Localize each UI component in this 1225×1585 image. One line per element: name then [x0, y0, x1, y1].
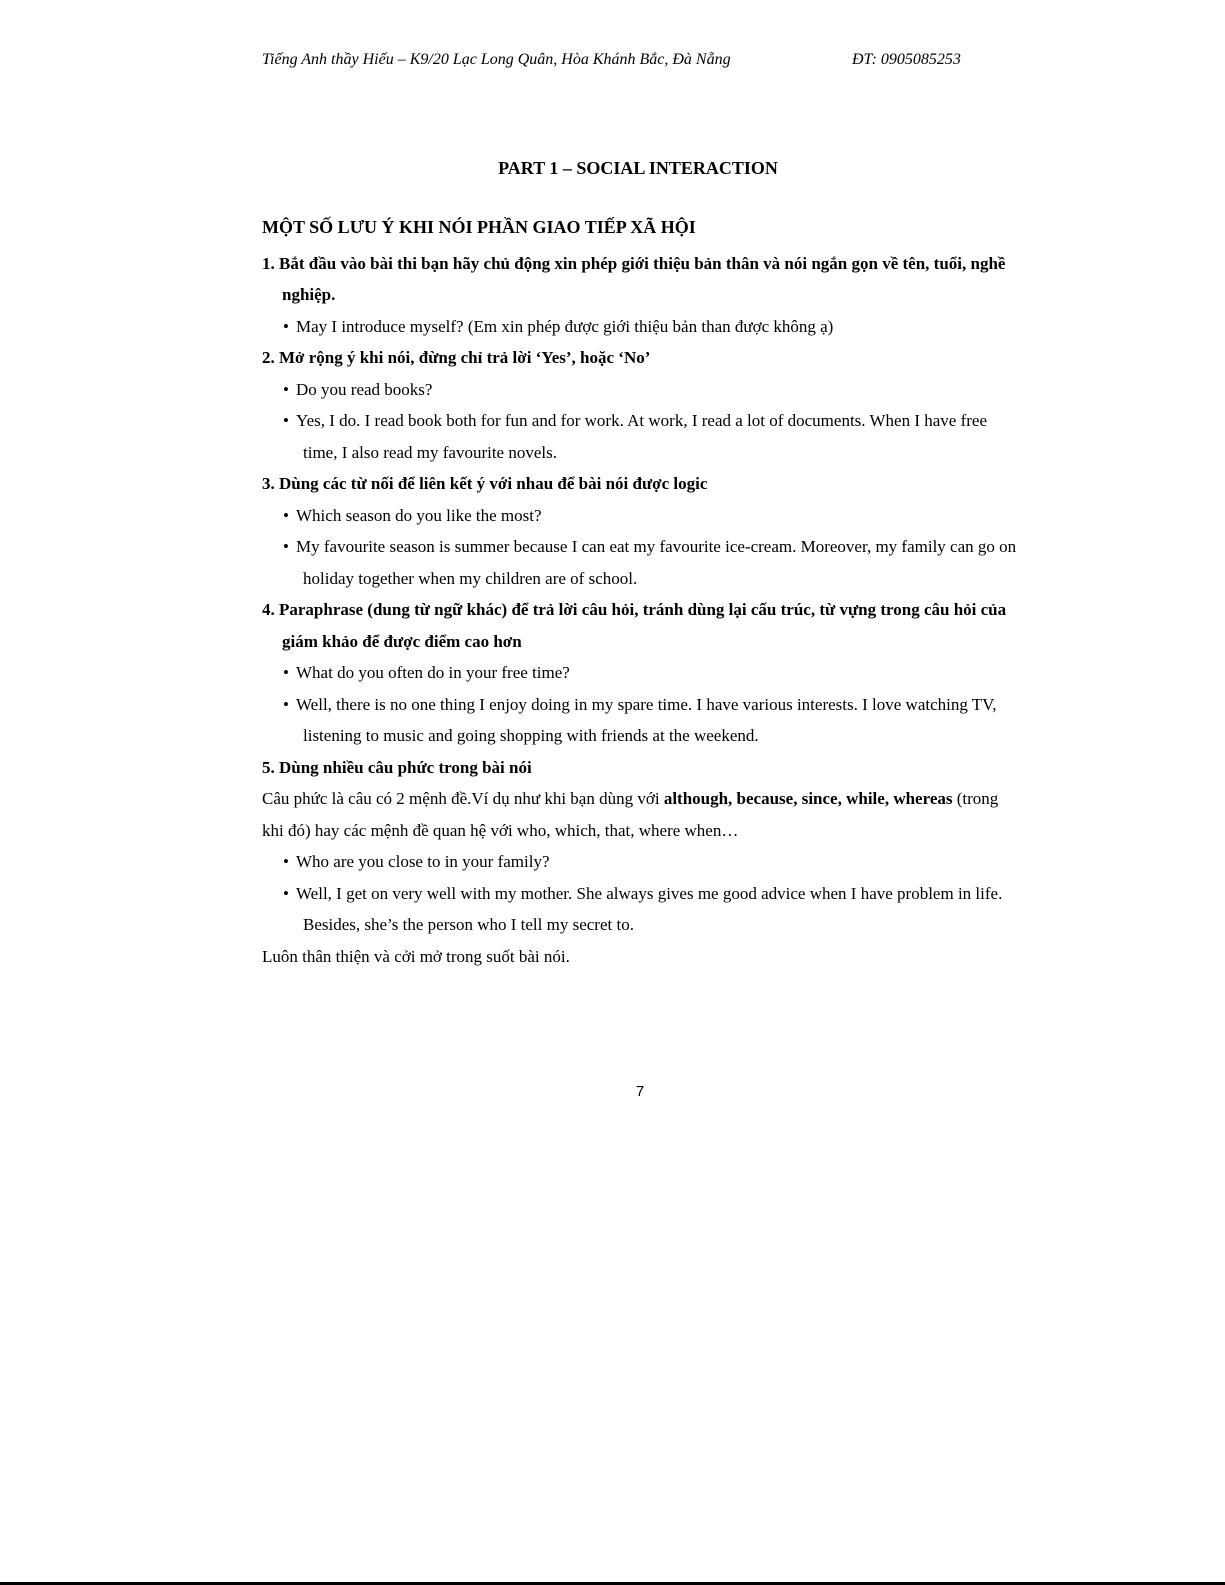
paragraph-text: (trong khi đó) hay các mệnh đề quan hệ với who, which, that, where when…: [262, 789, 999, 840]
bullet-text: Well, there is no one thing I enjoy doing in my spare time. I have various interests. I love watching TV, listening to music and going shopping with friends at the weekend.: [296, 694, 997, 745]
point-2-bullet-2: [262, 405, 1022, 468]
bullet-text: Yes, I do. I read book both for fun and for work. At work, I read a lot of documents. When I have free time, I also read my favourite novels.: [296, 411, 987, 462]
bullet-text: My favourite season is summer because I can eat my favourite ice-cream. Moreover, my family can go on holiday together when my children are of school.: [296, 537, 1017, 588]
point-1-heading: 1. Bắt đầu vào bài thi bạn hãy chủ động xin phép giới thiệu bản thân và nói ngắn gọn về tên, tuổi, nghề nghiệp.: [262, 253, 1006, 304]
bullet-icon: •: [283, 663, 289, 682]
header-address: Tiếng Anh thầy Hiếu – K9/20 Lạc Long Quân, Hòa Khánh Bắc, Đà Nẵng: [262, 51, 731, 68]
bullet-icon: •: [283, 316, 289, 336]
point-3-heading: 3. Dùng các từ nối để liên kết ý với nhau để bài nói được logic: [262, 474, 708, 493]
point-3-bullet-1: [262, 500, 1022, 532]
point-5-bullet-2: [262, 878, 1022, 941]
point-4-bullet-1: [262, 657, 1022, 689]
point-5-bullet-1: [262, 846, 1022, 878]
bullet-text: Which season do you like the most?: [296, 505, 542, 525]
point-1-bullet-1: [262, 311, 1022, 343]
paragraph-bold-text: although, because, since, while, whereas: [663, 789, 953, 808]
bullet-icon: •: [283, 883, 289, 903]
bullet-icon: •: [283, 852, 289, 871]
document-body: [262, 206, 1022, 972]
section-heading: MỘT SỐ LƯU Ý KHI NÓI PHẦN GIAO TIẾP XÃ HỘI: [262, 217, 696, 237]
page-title: PART 1 – SOCIAL INTERACTION: [498, 158, 778, 178]
bullet-text: May I introduce myself? (Em xin phép được giới thiệu bản than được không ạ): [296, 316, 834, 336]
point-5-heading: 5. Dùng nhiều câu phức trong bài nói: [262, 757, 532, 777]
bullet-icon: •: [283, 505, 289, 525]
point-4-bullet-2: [262, 689, 1022, 752]
closing-line: Luôn thân thiện và cởi mở trong suốt bài nói.: [262, 946, 570, 966]
point-5-paragraph: [262, 783, 1022, 846]
point-2-heading: 2. Mở rộng ý khi nói, đừng chỉ trả lời ‘Yes’, hoặc ‘No’: [262, 348, 651, 367]
point-3-bullet-2: [262, 531, 1022, 594]
bullet-icon: •: [283, 537, 289, 556]
bullet-icon: •: [283, 379, 289, 399]
paragraph-text: Câu phức là câu có 2 mệnh đề.Ví dụ như khi bạn dùng với: [262, 789, 664, 808]
bullet-icon: •: [283, 411, 289, 430]
point-4-heading: 4. Paraphrase (dung từ ngữ khác) để trả lời câu hỏi, tránh dùng lại cấu trúc, từ vựng trong câu hỏi của giám khảo để được điểm cao hơn: [262, 600, 1007, 651]
page-number: 7: [635, 1083, 645, 1100]
bullet-text: What do you often do in your free time?: [296, 663, 570, 682]
bullet-icon: •: [283, 694, 289, 714]
bullet-text: Do you read books?: [296, 379, 433, 399]
bullet-text: Well, I get on very well with my mother. She always gives me good advice when I have problem in life. Besides, she’s the person who I tell my secret to.: [296, 883, 1003, 934]
bullet-text: Who are you close to in your family?: [296, 852, 550, 871]
point-2-bullet-1: [262, 374, 1022, 406]
header-phone: ĐT: 0905085253: [852, 51, 961, 68]
